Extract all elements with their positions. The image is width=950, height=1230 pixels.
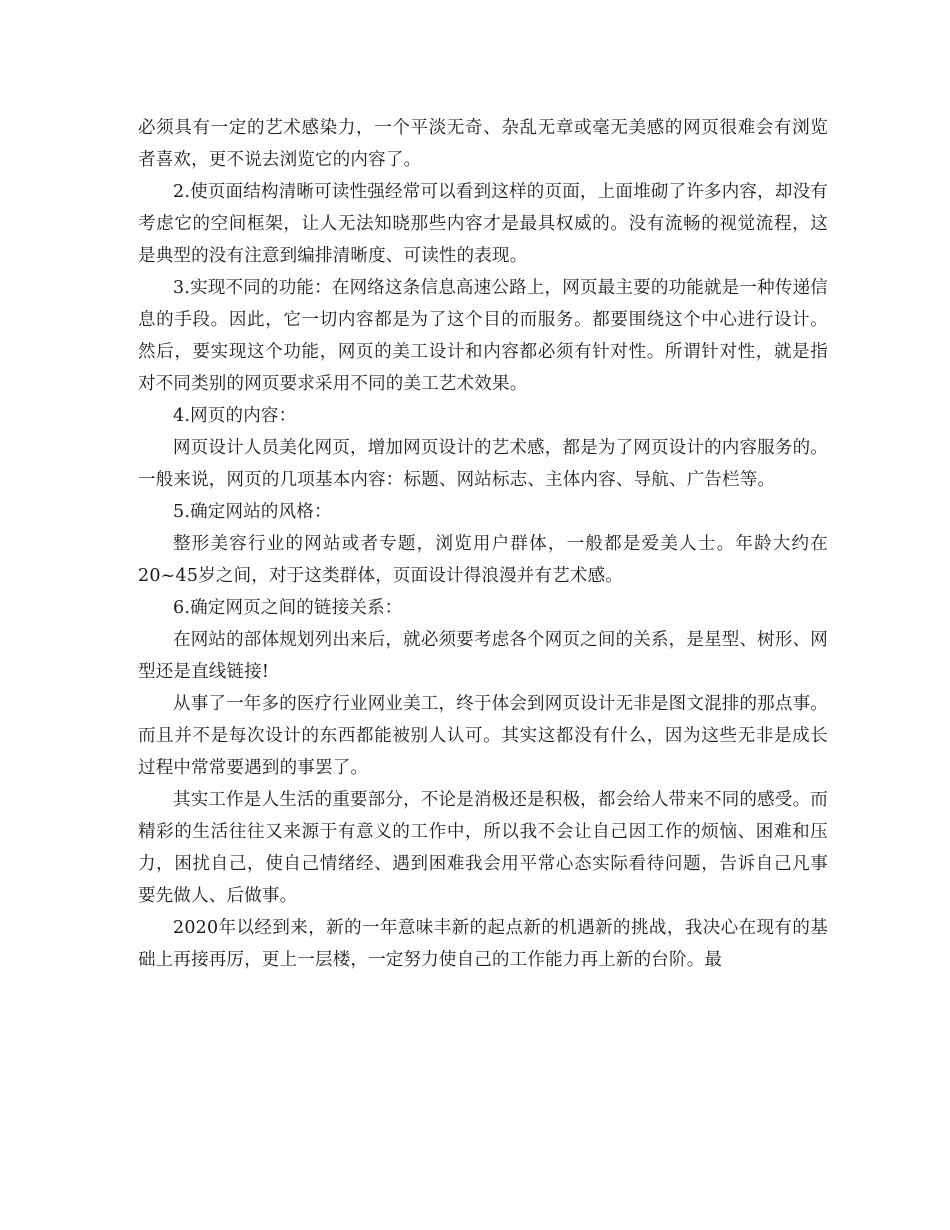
heading-point-6: 6.确定网页之间的链接关系： [173,598,403,618]
paragraph-point-5-body: 整形美容行业的网站或者专题，浏览用户群体，一般都是爱美人士。年龄大约在20~45岁之间，对于这类群体，页面设计得浪漫并有艺术感。 [138,534,828,586]
heading-point-5: 5.确定网站的风格： [173,502,332,522]
paragraph-new-year: 2020年以经到来，新的一年意味丰新的起点新的机遇新的挑战，我决心在现有的基础上再接再厉，更上一层楼，一定努力使自己的工作能力再上新的台阶。最 [138,918,828,970]
paragraph-experience: 从事了一年多的医疗行业网业美工，终于体会到网页设计无非是图文混排的那点事。而且并不是每次设计的东西都能被别人认可。其实这都没有什么，因为这些无非是成长过程中常常要遇到的事罢了。 [138,694,828,778]
heading-point-4: 4.网页的内容： [173,406,297,426]
document-body [138,112,828,976]
paragraph-point-4-body: 网页设计人员美化网页，增加网页设计的艺术感，都是为了网页设计的内容服务的。一般来说，网页的几项基本内容：标题、网站标志、主体内容、导航、广告栏等。 [138,438,828,490]
paragraph-work-attitude: 其实工作是人生活的重要部分，不论是消极还是积极，都会给人带来不同的感受。而精彩的生活往往又来源于有意义的工作中，所以我不会让自己因工作的烦恼、困难和压力，困扰自己，使自己情绪经、遇到困难我会用平常心态实际看待问题，告诉自己凡事要先做人、后做事。 [138,790,828,906]
paragraph-point-3: 3.实现不同的功能：在网络这条信息高速公路上，网页最主要的功能就是一种传递信息的手段。因此，它一切内容都是为了这个目的而服务。都要围绕这个中心进行设计。然后，要实现这个功能，网页的美工设计和内容都必须有针对性。所谓针对性，就是指对不同类别的网页要求采用不同的美工艺术效果。 [138,278,828,394]
paragraph-continuation: 必须具有一定的艺术感染力，一个平淡无奇、杂乱无章或毫无美感的网页很难会有浏览者喜欢，更不说去浏览它的内容了。 [138,118,828,170]
paragraph-point-6-body: 在网站的部体规划列出来后，就必须要考虑各个网页之间的关系，是星型、树形、网型还是直线链接! [138,630,828,682]
paragraph-point-2: 2.使页面结构清晰可读性强经常可以看到这样的页面，上面堆砌了许多内容，却没有考虑它的空间框架，让人无法知晓那些内容才是最具权威的。没有流畅的视觉流程，这是典型的没有注意到编排清晰度、可读性的表现。 [138,182,828,266]
